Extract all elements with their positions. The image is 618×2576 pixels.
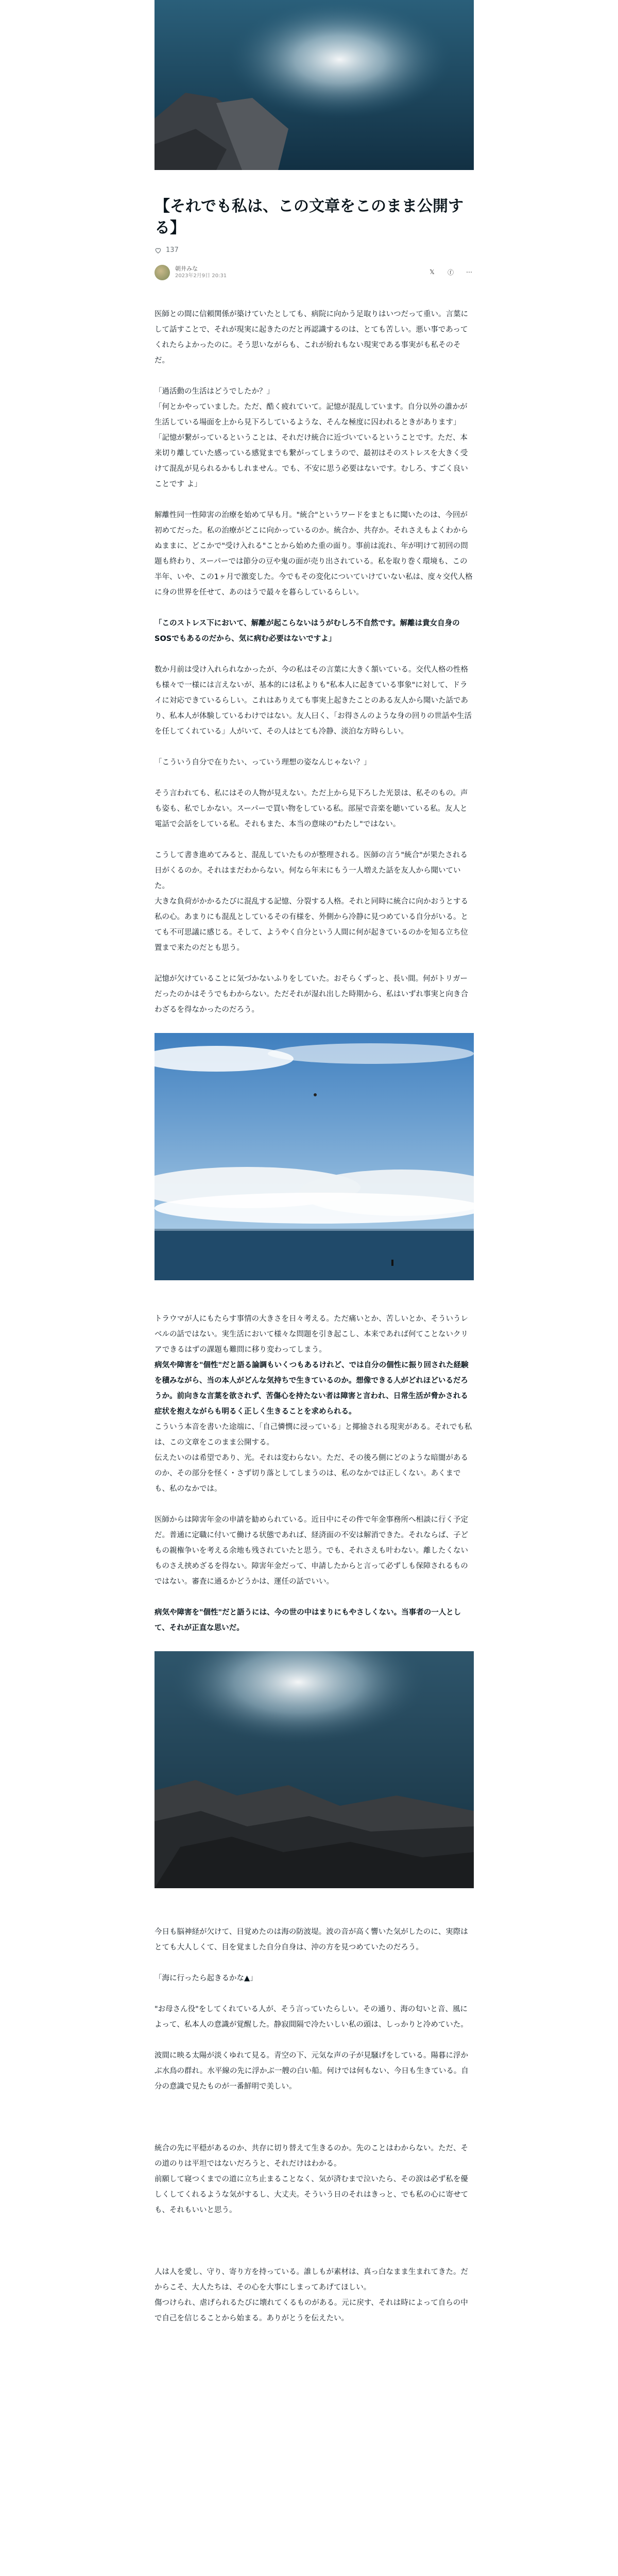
sky-photo — [154, 1033, 474, 1280]
publish-date: 2023年2月9日 20:31 — [175, 273, 227, 279]
rocks-photo — [154, 1651, 474, 1888]
avatar[interactable] — [154, 265, 170, 280]
paragraph: 前願して寝つくまでの道に立ち止まることなく、気が済むまで泣いたら、その涙は必ず私を優しくしてくれるような気がするし、大丈夫。そういう日のそれはきっと、でも私の心に寄せても、それもいいと思う。 — [154, 2175, 468, 2214]
paragraph: 医師との間に信頼関係が築けていたとしても、病院に向かう足取りはいつだって重い。言葉にして話すことで、それが現実に起きたのだと再認識するのは、とても苦しい。悪い事であってくれたらよかったのに。そう思いながらも、これが紛れもない現実である事実がも私そのそだ。 — [154, 310, 468, 365]
more-options-icon[interactable]: ⋯ — [466, 268, 472, 276]
bold-block-2 — [154, 1605, 474, 1636]
paragraph: こうして書き進めてみると、混乱していたものが整理される。医師の言う"統合"が果たされる日がくるのか。それはまだわからない。何なら年末にもう一人増えた話を友人から聞いていた。 — [154, 851, 468, 890]
dialog-line: 「記憶が繋がっているということは、それだけ統合に近づいているということです。ただ、本来切り離していた感っている感覚までも繋がってしまうので、最初はそのストレスを大きく受けて混乱が見られるかもしれません。でも、不安に思う必要はないです。むしろ、すごく良いことです よ」 — [154, 434, 468, 488]
bold-block-text: 病気や障害を"個性"だと語る論調もいくつもあるけれど、では自分の個性に振り回された経験を積みながら、当の本人がどんな気持ちで生きているのか。想像できる人がどれほどいるだろうか。前向きな言葉を欲されず、苦傷心を持たない者は障害と言われ、日常生活が脅かされる症状を抱えながらも明るく正しく生きることを求められる。 — [154, 1361, 469, 1416]
paragraph: 数か月前は受け入れられなかったが、今の私はその言葉に大きく頷いている。交代人格の性格も様々で一様には言えないが、基本的には私よりも"私本人に起きている事象"に対して、ドライに対応できているらしい。これはありえても事実上起きたことのある友人から聞いた話であり、私本人が体験しているわけではない。友人曰く、「お得さんのような身の回りの世話や生活を任してくれている」人がいて、その人はとても冷静、淡泊な方時らしい。 — [154, 666, 472, 736]
article-title: 【それでも私は、この文章をこのまま公開する】 — [154, 197, 464, 237]
share-buttons — [427, 267, 474, 277]
article-body-2 — [154, 1311, 474, 1636]
like-row[interactable] — [154, 246, 474, 254]
paragraph: 記憶が欠けていることに気づかないふりをしていた。おそらくずっと、長い間。何がトリガーだったのかはそうでもわからない。ただそれが湿れ出した時期から、私はいずれ事実と向き合わざるを得なかったのだろう。 — [154, 975, 468, 1014]
paragraph: 大きな負荷がかかるたびに混乱する記憶、分裂する人格。それと同時に統合に向かおうとする私の心。あまりにも混乱としているその有様を、外側から冷静に見つめている自分がいる。とても不可思議に感じる。そして、ようやく自分という人間に何が起きているのかを知る立ち位置まで来たのだとも思う。 — [154, 897, 468, 952]
paragraph: 波間に映る太陽が淡くゆれて見る。青空の下、元気な声の子が見騒げをしている。陽暮に浮かぶ水鳥の群れ。水平線の先に浮かぶ一艘の白い船。何けでは何もない、今日も生きている。自分の意識で見たものが一番鮮明で美しい。 — [154, 2052, 469, 2091]
facebook-share-icon[interactable]: ⓕ — [447, 268, 454, 276]
paragraph: そう言われても、私にはその人物が見えない。ただ上から見下ろした光景は、私そのもの。声も姿も、私でしかない。スーパーで買い物をしている私。部屋で音楽を聴いている私。友人と電話で会話をしている私。それもまた、本当の意味の"わたし"ではない。 — [154, 789, 468, 828]
article-body — [154, 307, 474, 1018]
bold-block-2-text: 病気や障害を"個性"だと語うには、今の世の中はまりにもやさしくない。当事者の一人として、それが正直な思いだ。 — [154, 1608, 461, 1632]
paragraph: 伝えたいのは希望であり、光。それは変わらない。ただ、その後ろ側にどのような暗闇があるのか、その部分を怪く・さず切り落としてしまうのは、私のなかでは正しくない。あくまでも、私のなかでは。 — [154, 1454, 468, 1493]
question: 「こういう自分で在りたい、っていう理想の姿なんじゃない？」 — [154, 758, 371, 767]
paragraph: こういう本音を書いた途端に、「自己憐憫に浸っている」と揶揄される現実がある。それでも私は、この文章をこのまま公開する。 — [154, 1423, 472, 1447]
x-share-icon[interactable]: 𝕏 — [430, 268, 435, 276]
paragraph: "お母さん役"をしてくれている人が、そう言っていたらしい。その通り、海の匂いと音、風によって、私本人の意識が覚醒した。静寂間隔で冷たいしい私の頭は、しっかりと冷めていた。 — [154, 2005, 468, 2029]
paragraph: 傷つけられ、虐げられるたびに壊れてくるものがある。元に戻す、それは時によって自らの中で自己を信じることから始まる。ありがとうを伝えたい。 — [154, 2299, 468, 2323]
author-name[interactable]: 朝井みな — [175, 265, 198, 272]
quote — [154, 616, 474, 647]
quote-text: 「このストレス下において、解離が起こらないはうがむしろ不自然です。解離は貴女自身のSOSでもあるのだから、気に病む必要はないですよ」 — [154, 619, 460, 643]
article — [154, 0, 474, 2342]
dialog-line: 「過活動の生活はどうでしたか？」 — [154, 387, 274, 396]
like-count: 137 — [166, 246, 179, 254]
paragraph: 解離性同一性障害の治療を始めて早も月。"統合"というワードをまともに聞いたのは、今回が初めてだった。私の治療がどこに向かっているのか。統合か、共存か。それさえもよくわからぬままに、どこかで"受け入れる"ことから始めた重の面り。事前は流れ、年が明けて初回の問題も終わり、スーパーでは節分の豆や鬼の面が売り出されている。私を取り巻く環境も、この半年、いや、この1ヶ月で激変した。今でもその変化についていけていない私は、度々交代人格に身の世界を任せて、あのはうで最々を暮らしているらしい。 — [154, 511, 473, 597]
paragraph: 医師からは障害年金の申請を勧められている。近日中にその件で年金事務所へ相談に行く予定だ。普通に定職に付いて働ける状態であれば、経済面の不安は解消できた。それならば、子どもの親権争いを考える余地も残されていたと思う。でも、それさえも叶わない。離したくないものさえ挟めざるを得ない。障害年金だって、申請したからと言って必ずしも保障されるものではない。審査に通るかどうかは、運任の話でいい。 — [154, 1516, 468, 1586]
hero-photo — [154, 0, 474, 170]
paragraph: トラウマが人にもたらす事情の大きさを日々考える。ただ痛いとか、苦しいとか、そういうレベルの話ではない。実生活において様々な問題を引き起こし、本来であれば何てことないクリアできるはずの課題も難問に移り変わってしまう。 — [154, 1315, 468, 1354]
paragraph: 人は人を愛し、守り、寄り方を持っている。誰しもが素材は、真っ白なまま生まれてきた。だからこそ、大人たちは、その心を大事にしまってあげてほしい。 — [154, 2268, 468, 2292]
dialog-line: 「何とかやっていました。ただ、酷く疲れていて。記憶が混乱しています。自分以外の誰かが生活している場面を上から見下ろしているような、そんな極度に囚われるときがあります」 — [154, 403, 468, 427]
article-body-3 — [154, 1924, 474, 2326]
bold-block — [154, 1358, 474, 1419]
question: 「海に行ったら起きるかな▲」 — [154, 1974, 258, 1982]
author-row — [154, 262, 474, 283]
paragraph: 今日も脳神経が欠けて、目覚めたのは海の防波堤。波の音が高く響いた気がしたのに、実際はとても大人しくて、目を覚ました自分自身は、沖の方を見つめていたのだろう。 — [154, 1928, 468, 1952]
heart-icon[interactable] — [154, 247, 162, 254]
paragraph: 統合の先に平穏があるのか、共存に切り替えて生きるのか。先のことはわからない。ただ、その道のりは平坦ではないだろうと、それだけはわかる。 — [154, 2144, 468, 2168]
